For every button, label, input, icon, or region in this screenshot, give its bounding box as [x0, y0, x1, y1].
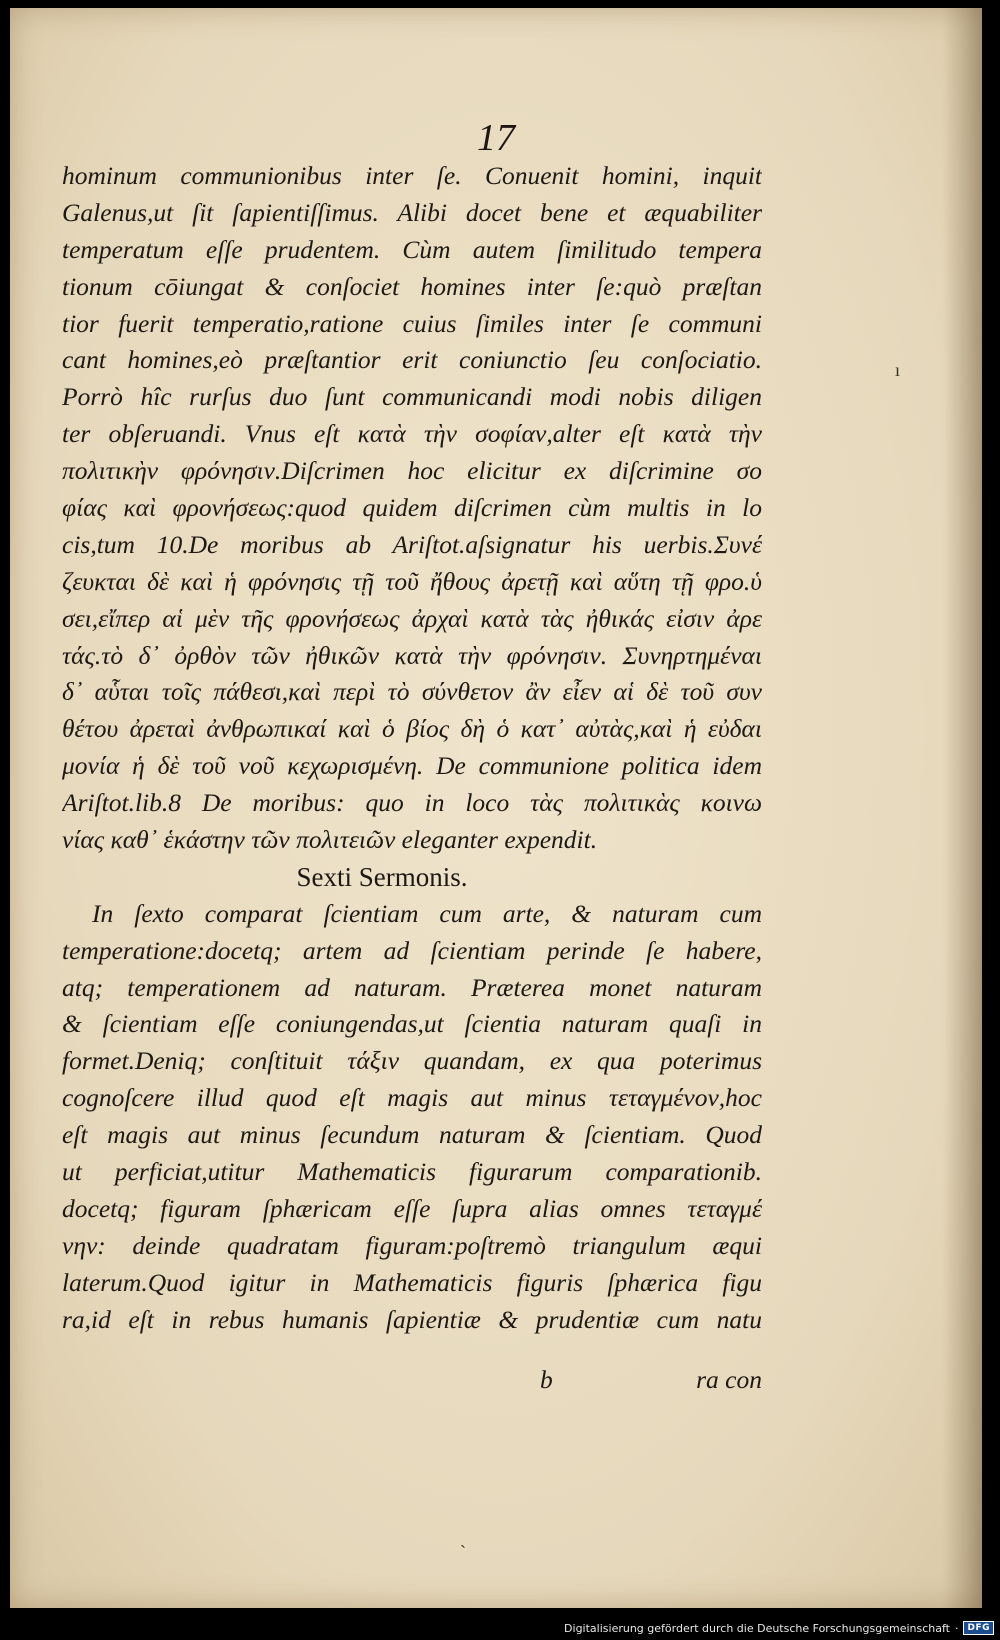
text-line: eſt magis aut minus ſecundum naturam & ſcientiam. Quod — [62, 1120, 762, 1150]
greek-text-line: ζευκται δὲ καὶ ἡ φρόνησις τῇ τοῦ ἤθους ἀρετῇ καὶ αὕτη τῇ φρο.ὑ — [62, 566, 762, 596]
dfg-logo: DFG — [963, 1621, 994, 1635]
text-line: νην: deinde quadratam figuram:poſtremò triangulum æqui — [62, 1230, 762, 1260]
text-line: hominum communionibus inter ſe. Conuenit homini, inquit — [62, 161, 762, 190]
margin-mark: ı — [895, 360, 901, 380]
greek-text-line: δ᾽ αὗται τοῖς πάθεσι,καὶ περὶ τὸ σύνθετον ἂν εἶεν αἱ δὲ τοῦ συν — [62, 677, 762, 707]
text-line: cognoſcere illud quod eſt magis aut minus τεταγμένον,hoc — [62, 1083, 762, 1113]
text-line: temperatione:docetq; artem ad ſcientiam perinde ſe habere, — [62, 935, 762, 965]
text-line: ra,id eſt in rebus humanis ſapientiæ & prudentiæ cum natu — [62, 1304, 762, 1334]
text-line: νίας καθ᾽ ἑκάστην τῶν πολιτειῶν eleganter expendit. — [62, 825, 598, 855]
greek-text-line: τάς.τὸ δ᾽ ὀρθὸν τῶν ἠθικῶν κατὰ τὴν φρόνησιν. Συνηρτημέναι — [62, 640, 762, 670]
footer-separator: · — [954, 1621, 959, 1635]
text-line: atq; temperationem ad naturam. Præterea monet naturam — [62, 972, 762, 1002]
text-line: cis,tum 10.De moribus ab Ariſtot.aſsignatur his uerbis.Συνέ — [62, 529, 762, 559]
text-line: tionum cōiungat & conſociet homines inter ſe:quò præſtan — [62, 271, 762, 301]
text-line: ut perficiat,utitur Mathematicis figurarum comparationib. — [62, 1157, 762, 1187]
greek-text-line: θέτου ἀρεταὶ ἀνθρωπικαί καὶ ὁ βίος δὴ ὁ κατ᾽ αὐτὰς,καὶ ἡ εὐδαι — [62, 714, 762, 744]
book-page — [10, 8, 982, 1608]
ink-speck: ˏ — [460, 1528, 466, 1548]
section-heading: Sexti Sermonis. — [296, 861, 468, 892]
greek-text-line: σει,εἴπερ αἱ μὲν τῆς φρονήσεως ἀρχαὶ κατὰ τὰς ἠθικάς εἰσιν ἀρε — [62, 603, 762, 633]
text-line: In ſexto comparat ſcientiam cum arte, & naturam cum — [92, 898, 762, 928]
text-line: φίας καὶ φρονήσεως:quod quidem diſcrimen cùm multis in lo — [62, 493, 762, 523]
text-line: tior fuerit temperatio,ratione cuius ſimiles inter ſe communi — [62, 308, 762, 338]
text-line: πολιτικὴν φρόνησιν.Diſcrimen hoc elicitur ex diſcrimine σο — [62, 456, 762, 486]
page-number: 17 — [477, 117, 515, 159]
digitization-footer — [564, 1618, 994, 1638]
text-line: temperatum eſſe prudentem. Cùm autem ſimilitudo tempera — [62, 234, 762, 264]
text-line: formet.Deniq; conſtituit τάξιν quandam, ex qua poterimus — [62, 1046, 762, 1076]
body-text — [62, 158, 762, 1339]
page-edge-shadow — [942, 8, 982, 1608]
text-line: & ſcientiam eſſe coniungendas,ut ſcientia naturam quaſi in — [62, 1009, 762, 1039]
text-line: Galenus,ut ſit ſapientiſſimus. Alibi docet bene et æquabiliter — [62, 197, 762, 227]
text-line: μονία ἡ δὲ τοῦ νοῦ κεχωρισμένη. De communione politica idem — [62, 751, 762, 781]
signature-mark: b — [540, 1365, 553, 1394]
catchword: ra con — [696, 1365, 762, 1394]
text-line: docetq; figuram ſphæricam eſſe ſupra alias omnes τεταγμέ — [62, 1193, 762, 1223]
page-foot-line — [62, 1362, 762, 1398]
text-line: cant homines,eò præſtantior erit coniunctio ſeu conſociatio. — [62, 345, 762, 375]
text-line: Ariſtot.lib.8 De moribus: quo in loco τὰς πολιτικὰς κοινω — [62, 788, 762, 818]
text-line: Porrò hîc rurſus duo ſunt communicandi modi nobis diligen — [62, 382, 762, 412]
footer-credit: Digitalisierung gefördert durch die Deutsche Forschungsgemeinschaft — [564, 1621, 950, 1635]
text-line: ter obſeruandi. Vnus eſt κατὰ τὴν σοφίαν,alter eſt κατὰ τὴν — [62, 419, 762, 449]
text-line: laterum.Quod igitur in Mathematicis figuris ſphærica figu — [62, 1267, 762, 1297]
